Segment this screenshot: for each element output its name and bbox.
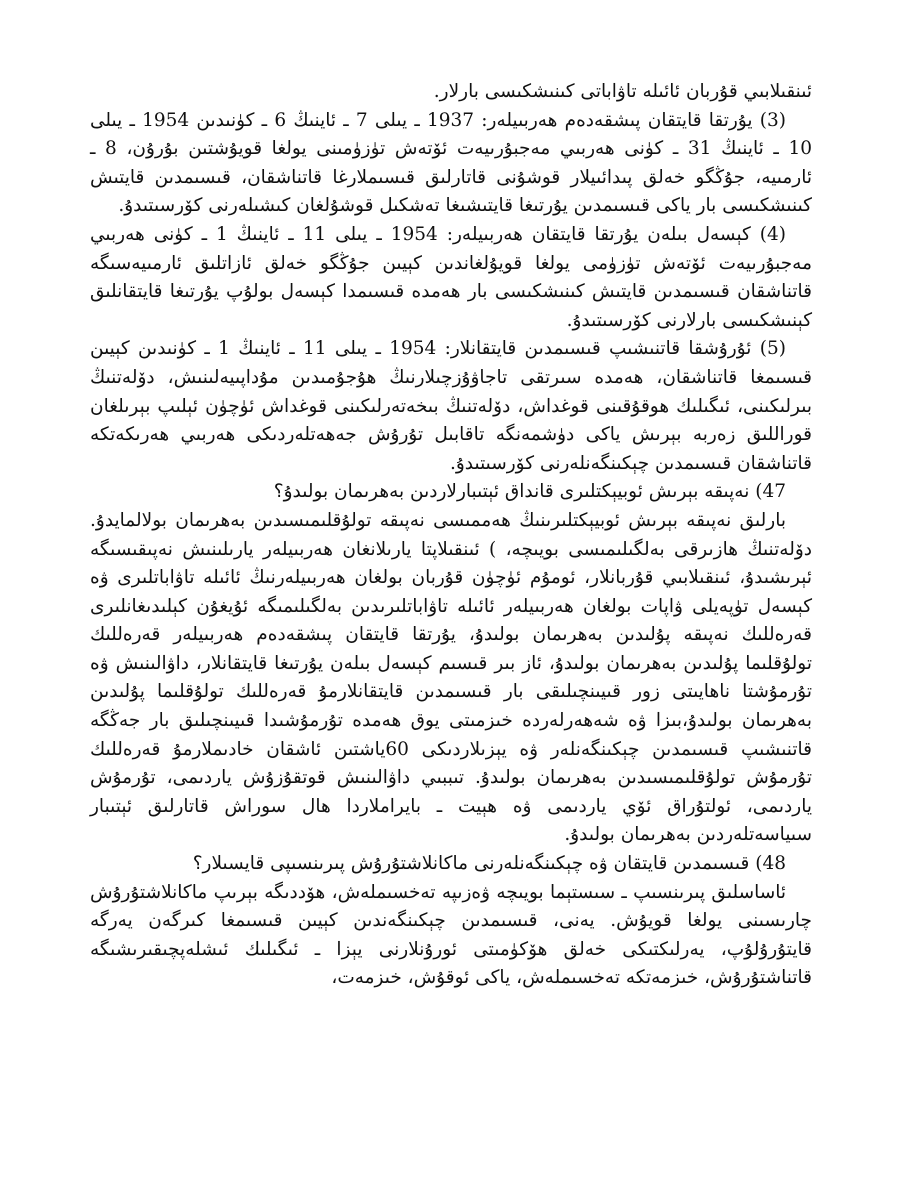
paragraph-sick-returned: (4) كېسەل بىلەن يۇرتقا قايتقان ھەربىيلەر: 1954 ـ يىلى 11 ـ ئاينىڭ 1 ـ كۈنى ھەربىي مەجبۇرىيەت ئۆتەش تۈزۈمى يولغا قويۇلغاندىن كېيىن جۇڭگو خەلق ئازاتلىق ئارمىيەسىگە قاتناشقان قىسىمدىن قايتىش كىنىشكىسى بار ھەمدە قىسىمدا كېسەل بولۇپ يۇرتىغا قايتقانلىق كېنىشكىسى بارلارنى كۆرسىتىدۇ. [90,223,812,331]
question-48-heading: 48) قىسىمدىن قايتقان ۋە چېكىنگەنلەرنى ماكانلاشتۇرۇش پىرىنسىپى قايسىلار؟ [192,853,786,875]
answer-48-paragraph: ئاساسلىق پىرىنسىپ ـ سىستېما بويىچە ۋەزىپە تەخسىملەش، ھۆددىگە بېرىپ ماكانلاشتۇرۇش چارىسىنى يولغا قويۇش. يەنى، قىسىمدىن چېكىنگەندىن كېيىن قىسىمغا كىرگەن يەرگە قايتۇرۇلۇپ، يەرلىكتىكى خەلق ھۆكۈمىتى ئورۇنلارنى يېزا ـ ئىگىلىك ئىشلەپچىقىرىشىگە قاتناشتۇرۇش، خىزمەتكە تەخسىملەش، ياكى ئوقۇش، خىزمەت، [90,881,812,989]
paragraph-veterans-returned: (3) يۇرتقا قايتقان پىشقەدەم ھەربىيلەر: 1937 ـ يىلى 7 ـ ئاينىڭ 6 ـ كۈنىدىن 1954 ـ يىلى 10 ـ ئاينىڭ 31 ـ كۈنى ھەربىي مەجبۇرىيەت ئۆتەش تۈزۈمىنى يولغا قويۇشتىن بۇرۇن، 8 ـ ئارمىيە، جۇڭگو خەلق پىدائىيلار قوشۇنى قاتارلىق قىسىملارغا قاتناشقان، قىسىمدىن قايتىش كىنىشكىسى بار ياكى قىسىمدىن يۇرتىغا قايتىشىغا تەشكىل قوشۇلغان كىشىلەرنى كۆرسىتىدۇ. [90,109,812,217]
answer-47-paragraph: بارلىق نەپىقە بېرىش ئوبيېكتلىرىنىڭ ھەممىسى نەپىقە تولۇقلىمىسىدىن بەھرىمان بولالمايدۇ. دۆلەتنىڭ ھازىرقى بەلگىلىمىسى بويىچە، ) ئىنقىلاپتا يارىلانغان ھەربىيلەر يارىلىنىش نەپىقىسىگە ئېرىشىدۇ، ئىنقىلابىي قۇربانلار، ئومۇم ئۈچۈن قۇربان بولغان ھەربىيلەرنىڭ ئائىلە تاۋاباتلىرى ۋە كېسەل تۈپەيلى ۋاپات بولغان ھەربىيلەر ئائىلە تاۋاباتلىرىدىن بەلگىلىمىگە ئۇيغۇن كېلىدىغانلىرى قەرەللىك نەپىقە پۇلىدىن بەھرىمان بولىدۇ، يۇرتقا قايتقان پىشقەدەم ھەربىيلەر قەرەللىك تولۇقلىما پۇلىدىن بەھرىمان بولىدۇ، ئاز بىر قىسىم كېسەل بىلەن يۇرتىغا قايتقانلار، داۋالىنىش ۋە تۇرمۇشتا ناھايىتى زور قىيىنچىلىقى بار قىسىمدىن قايتقانلارمۇ قەرەللىك تولۇقلىما پۇلىدىن بەھرىمان بولىدۇ،بىزا ۋە شەھەرلەردە خىزمىتى يوق ھەمدە تۇرمۇشىدا قىيىنچىلىق بار جەڭگە قاتنىشىپ قىسىمدىن چېكىنگەنلەر ۋە يېزىلاردىكى 60ياشتىن ئاشقان خادىملارمۇ قەرەللىك تۇرمۇش تولۇقلىمىسىدىن بەھرىمان بولىدۇ. تىببىي داۋالىنىش قوتقۇزۇش ياردىمى، تۇرمۇش ياردىمى، ئولتۇراق ئۆي ياردىمى ۋە ھېيت ـ بايراملاردا ھال سوراش قاتارلىق ئېتىبار سىياسەتلەردىن بەھرىمان بولىدۇ. [90,509,812,846]
paragraph-war-participants: (5) ئۇرۇشقا قاتنىشىپ قىسىمدىن قايتقانلار: 1954 ـ يىلى 11 ـ ئاينىڭ 1 ـ كۈنىدىن كېيىن قىسىمغا قاتناشقان، ھەمدە سىرتقى تاجاۋۇزچىلارنىڭ ھۇجۇمىدىن مۇداپىيەلىنىش، دۆلەتنىڭ بىرلىكىنى، ئىگىلىك ھوقۇقىنى قوغداش، دۆلەتنىڭ بىخەتەرلىكىنى قوغداش ئۈچۈن ئېلىپ بېرىلغان قوراللىق زەربە بېرىش ياكى دۈشمەنگە تاقابىل تۇرۇش جەھەتلەردىكى ھەربىي ھەرىكەتكە قاتناشقان قىسىمدىن چېكىنگەنلەرنى كۆرسىتىدۇ. [90,338,812,474]
document-page [90,78,812,993]
paragraph-martyr-family: ئىنقىلابىي قۇربان ئائىلە تاۋاباتى كىنىشكىسى بارلار. [433,81,812,102]
question-47-heading: 47) نەپىقە بېرىش ئوبيېكتلىرى قانداق ئېتىبارلاردىن بەھرىمان بولىدۇ؟ [273,481,786,503]
